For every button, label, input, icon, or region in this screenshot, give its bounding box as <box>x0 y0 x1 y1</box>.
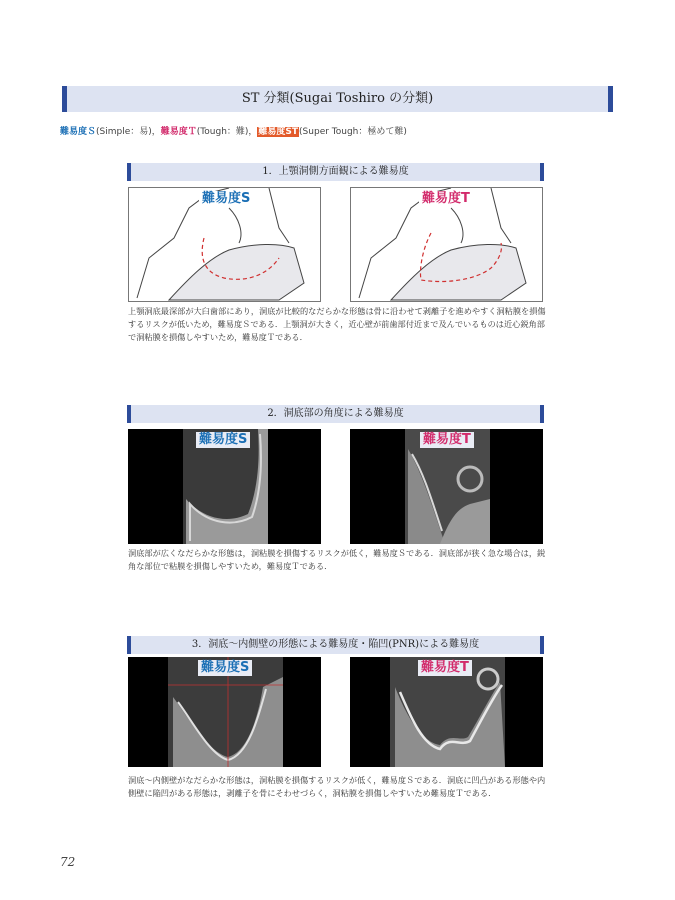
badge-s: 難易度S <box>198 660 252 676</box>
lateral-view-s-figure <box>128 187 321 302</box>
ct-angle-s-image <box>128 429 321 544</box>
ct-floor-s-image <box>128 657 321 767</box>
legend-t-desc: (Tough：難)， <box>196 127 258 137</box>
legend-t-label: 難易度Ｔ <box>160 127 197 137</box>
section-1-caption: 上顎洞底最深部が大臼歯部にあり，洞底が比較的なだらかな形態は骨に沿わせて剥離子を進めやすく洞粘膜を損傷するリスクが低いため，難易度Ｓである．上顎洞が大きく，近心壁が前歯部付近まで及んでいるものは近心鋭角部で洞粘膜を損傷しやすいため，難易度Ｔである． <box>128 306 546 342</box>
page-title: ST 分類(Sugai Toshiro の分類) <box>62 86 613 112</box>
difficulty-legend <box>60 124 407 137</box>
section-2-caption: 洞底部が広くなだらかな形態は，洞粘膜を損傷するリスクが低く，難易度Ｓである．洞底部が狭く急な場合は，鋭角な部位で粘膜を損傷しやすいため，難易度Ｔである． <box>128 548 546 571</box>
badge-t: 難易度T <box>418 660 472 676</box>
legend-st-label: 難易度ST <box>258 127 299 137</box>
ct-floor-t-image <box>350 657 543 767</box>
badge-t: 難易度T <box>420 432 474 448</box>
ct-angle-t-image <box>350 429 543 544</box>
legend-s-desc: (Simple：易)， <box>96 127 161 137</box>
badge-s: 難易度S <box>196 432 250 448</box>
section-3-heading: 3．洞底〜内側壁の形態による難易度・陥凹(PNR)による難易度 <box>127 636 544 654</box>
section-1-heading: 1．上顎洞側方面観による難易度 <box>127 163 544 181</box>
section-2-heading: 2．洞底部の角度による難易度 <box>127 405 544 423</box>
badge-t: 難易度T <box>419 191 473 207</box>
page-number: 72 <box>60 855 76 869</box>
legend-st-desc: (Super Tough：極めて難) <box>299 127 407 137</box>
legend-s-label: 難易度Ｓ <box>60 127 97 137</box>
section-3-caption: 洞底〜内側壁がなだらかな形態は，洞粘膜を損傷するリスクが低く，難易度Ｓである．洞底に凹凸がある形態や内側壁に陥凹がある形態は，剥離子を骨にそわせづらく，洞粘膜を損傷しやすいため難易度Ｔである． <box>128 775 546 798</box>
lateral-view-t-figure <box>350 187 543 302</box>
badge-s: 難易度S <box>199 191 253 207</box>
